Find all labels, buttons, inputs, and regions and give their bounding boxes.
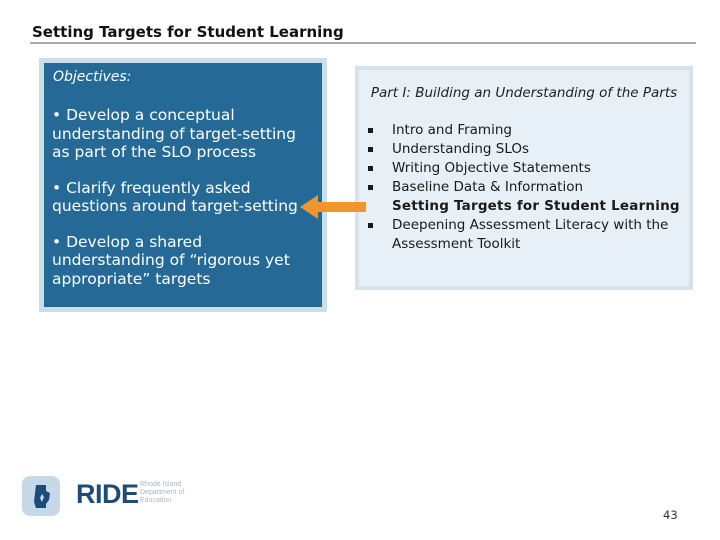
parts-list-item	[362, 140, 689, 159]
square-bullet-icon	[368, 223, 373, 228]
objectives-heading: Objectives:	[53, 69, 132, 85]
parts-list-item	[362, 178, 689, 197]
square-bullet-icon	[368, 185, 373, 190]
objectives-panel	[44, 63, 322, 307]
parts-item-label: Understanding SLOs	[392, 141, 530, 157]
parts-item-label: Baseline Data & Information	[392, 179, 584, 195]
ride-logo	[22, 476, 185, 516]
square-bullet-icon	[368, 166, 373, 171]
parts-panel	[359, 70, 689, 286]
parts-item-label: Deepening Assessment Literacy with the Assessment Toolkit	[392, 217, 669, 252]
parts-heading: Part I: Building an Understanding of the Parts	[370, 85, 678, 101]
objective-item: • Clarify frequently asked questions around target-setting	[52, 178, 298, 215]
logo-subtitle: Rhode Island Department of Education	[140, 481, 185, 504]
left-arrow-icon	[300, 195, 366, 219]
square-bullet-icon	[368, 147, 373, 152]
parts-list-item	[362, 121, 689, 140]
slide-title: Setting Targets for Student Learning	[32, 23, 344, 41]
parts-list-item	[362, 216, 689, 254]
logo-wordmark: RIDE	[76, 479, 139, 509]
objective-item: • Develop a shared understanding of “rigorous yet appropriate” targets	[52, 232, 290, 288]
parts-list-item-current	[362, 197, 689, 216]
parts-list-item	[362, 159, 689, 178]
title-divider	[30, 42, 696, 44]
parts-item-label: Writing Objective Statements	[392, 160, 591, 176]
objectives-box	[39, 58, 327, 312]
rhode-island-map-icon	[22, 476, 60, 516]
parts-item-label: Intro and Framing	[392, 122, 512, 138]
objective-item: • Develop a conceptual understanding of target-setting as part of the SLO process	[52, 106, 296, 161]
page-number: 43	[663, 508, 678, 522]
parts-box	[355, 66, 693, 290]
parts-list	[359, 121, 689, 254]
square-bullet-icon	[368, 128, 373, 133]
parts-item-label: Setting Targets for Student Learning	[392, 198, 680, 214]
